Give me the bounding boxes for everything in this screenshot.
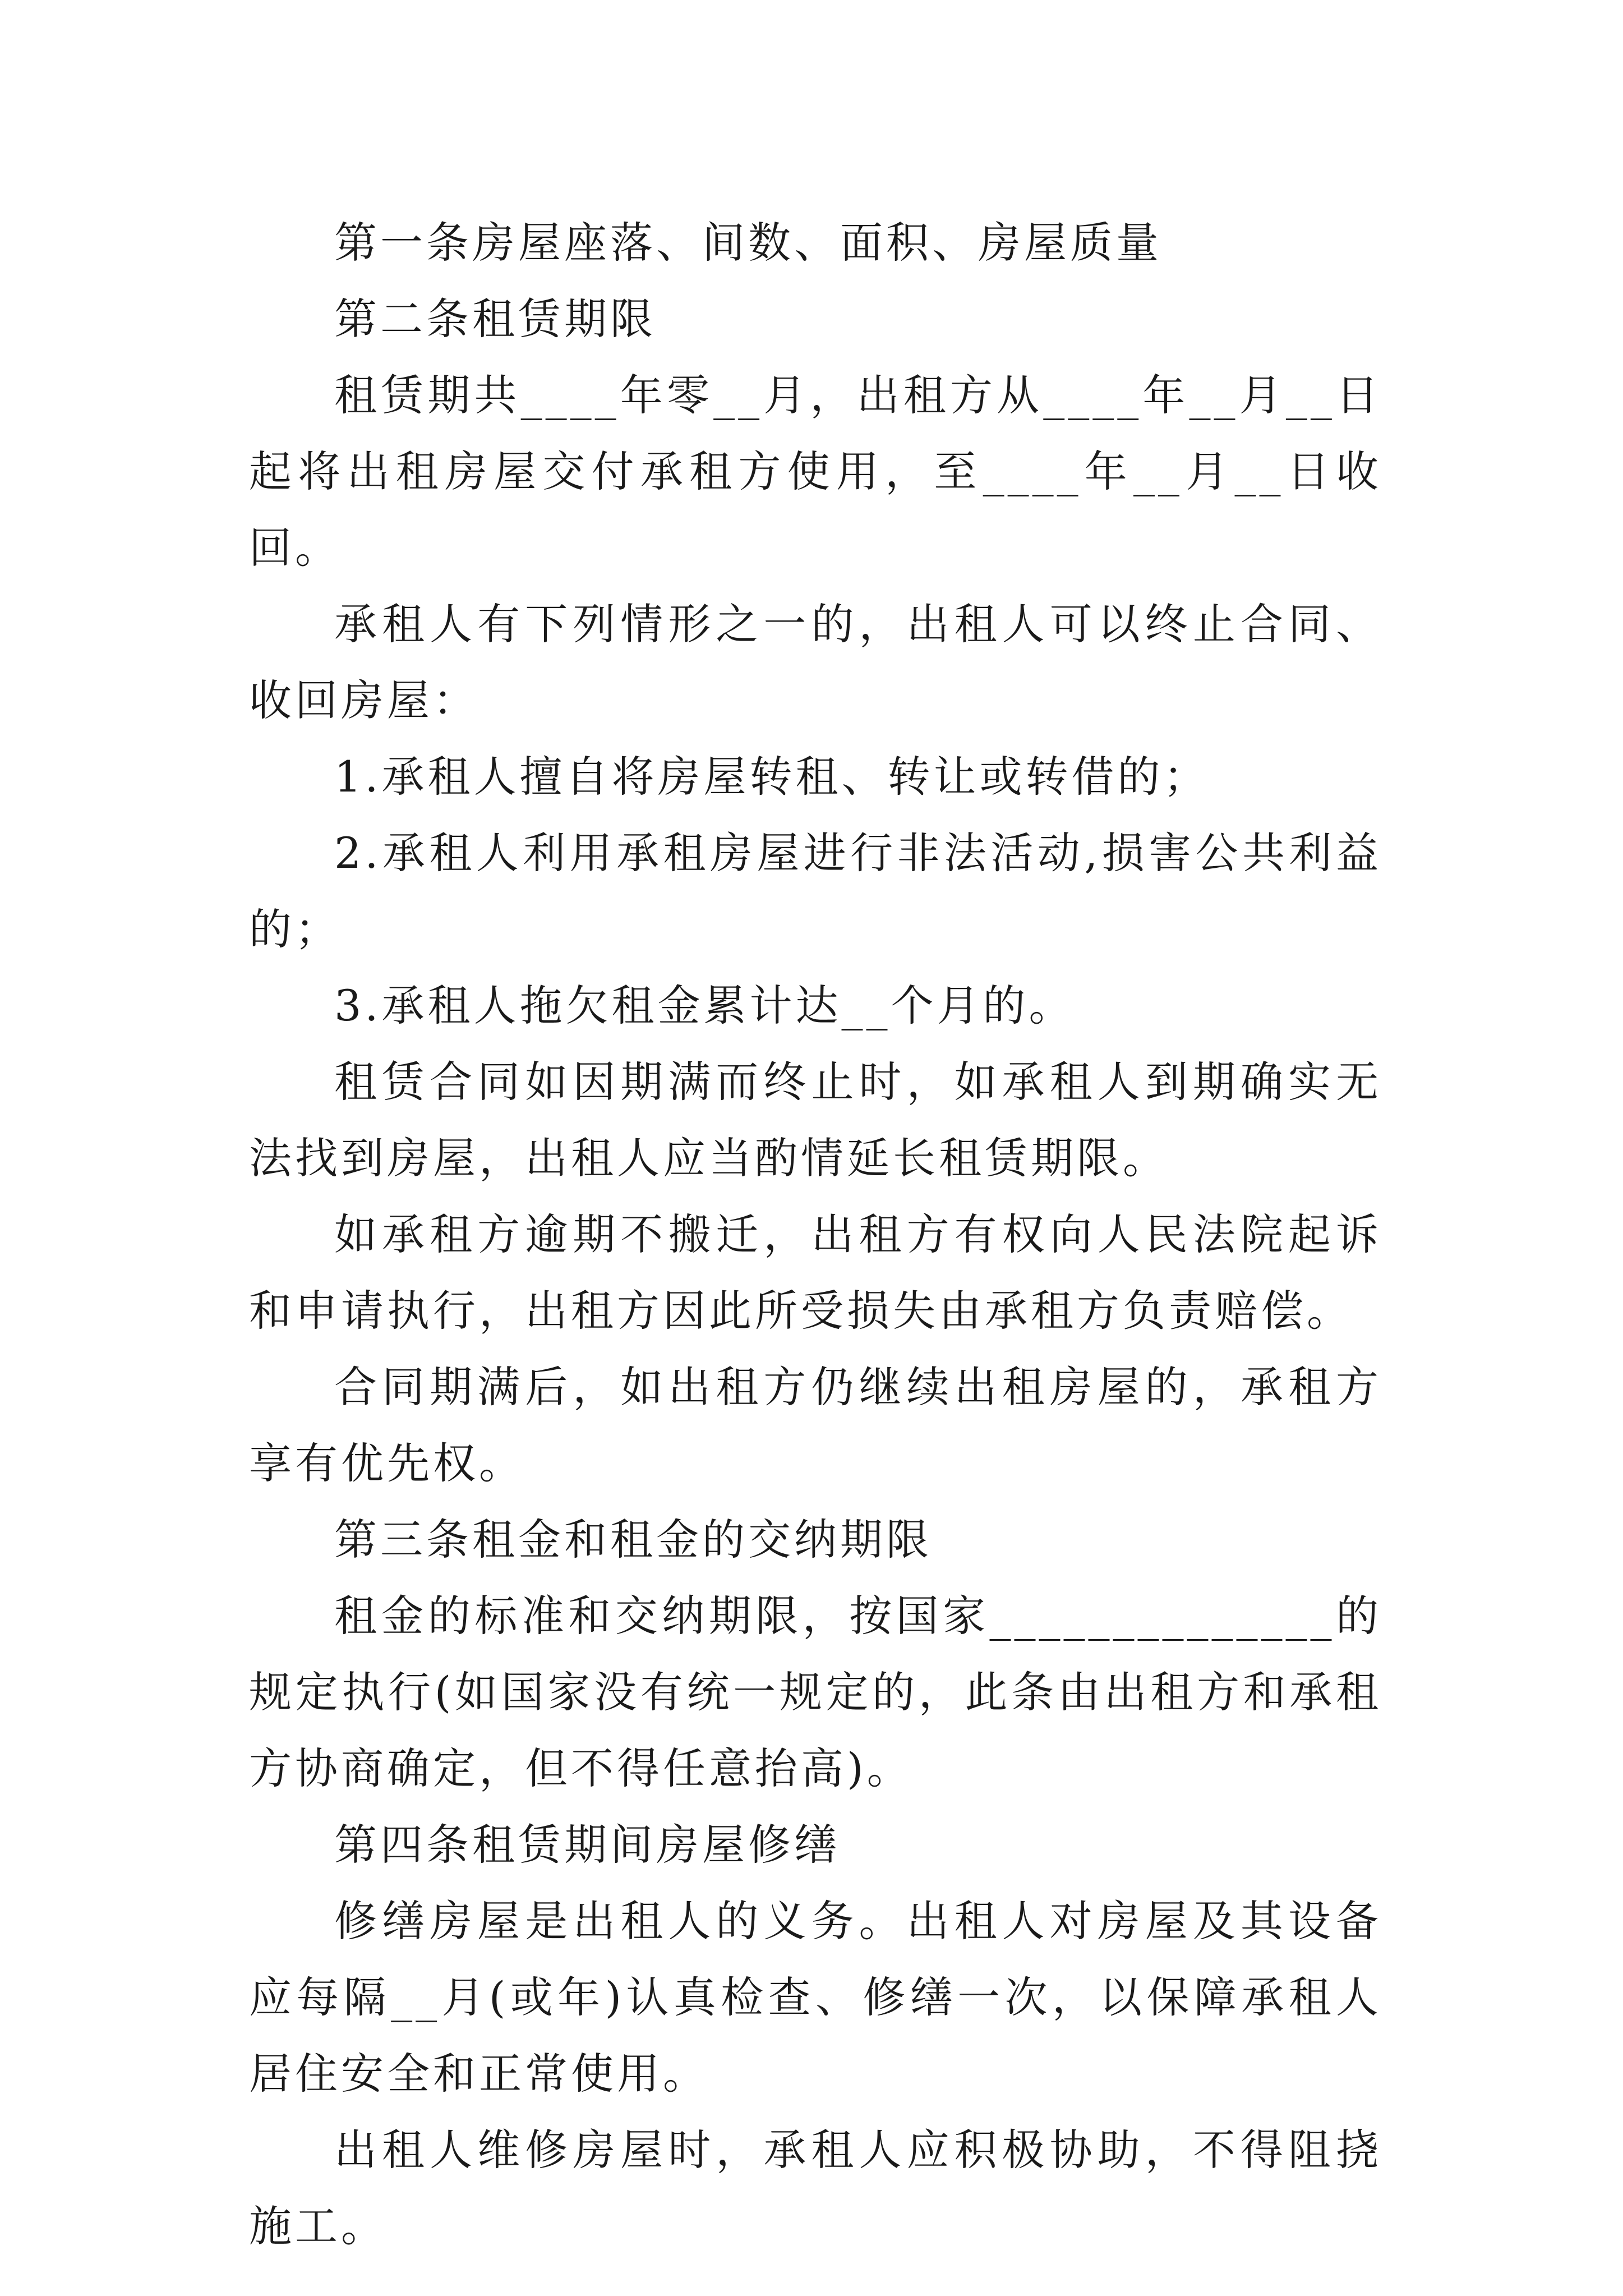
article-4-heading: 第四条租赁期间房屋修缮 [334, 1820, 840, 1870]
termination-item-2: 2.承租人利用承租房屋进行非法活动,损害公共利益的； [249, 828, 1382, 954]
rent-standard-paragraph: 租金的标准和交纳期限，按国家______________的规定执行(如国家没有统一规定的，此条由出租方和承租方协商确定，但不得任意抬高)。 [249, 1591, 1382, 1793]
repair-obligation-paragraph: 修缮房屋是出租人的义务。出租人对房屋及其设备应每隔__月(或年)认真检查、修缮一次，以保障承租人居住安全和正常使用。 [249, 1896, 1382, 2099]
article-3-heading: 第三条租金和租金的交纳期限 [334, 1515, 932, 1565]
article-1-heading: 第一条房屋座落、间数、面积、房屋质量 [334, 218, 1162, 268]
termination-item-1: 1.承租人擅自将房屋转租、转让或转借的； [334, 752, 1210, 802]
lease-term-paragraph: 租赁期共____年零__月，出租方从____年__月__日起将出租房屋交付承租方使用，至____年__月__日收回。 [249, 370, 1382, 573]
termination-item-3: 3.承租人拖欠租金累计达__个月的。 [334, 981, 1075, 1030]
article-2-heading: 第二条租赁期限 [334, 294, 656, 344]
overdue-relocation-paragraph: 如承租方逾期不搬迁，出租方有权向人民法院起诉和申请执行，出租方因此所受损失由承租方负责赔偿。 [249, 1209, 1382, 1336]
repair-cooperation-paragraph: 出租人维修房屋时，承租人应积极协助，不得阻挠施工。 [249, 2125, 1382, 2251]
lease-extension-paragraph: 租赁合同如因期满而终止时，如承租人到期确实无法找到房屋，出租人应当酌情延长租赁期限。 [249, 1057, 1382, 1183]
document-body [249, 205, 1382, 2265]
termination-conditions-paragraph: 承租人有下列情形之一的，出租人可以终止合同、收回房屋： [249, 599, 1382, 725]
priority-right-paragraph: 合同期满后，如出租方仍继续出租房屋的，承租方享有优先权。 [249, 1362, 1382, 1488]
